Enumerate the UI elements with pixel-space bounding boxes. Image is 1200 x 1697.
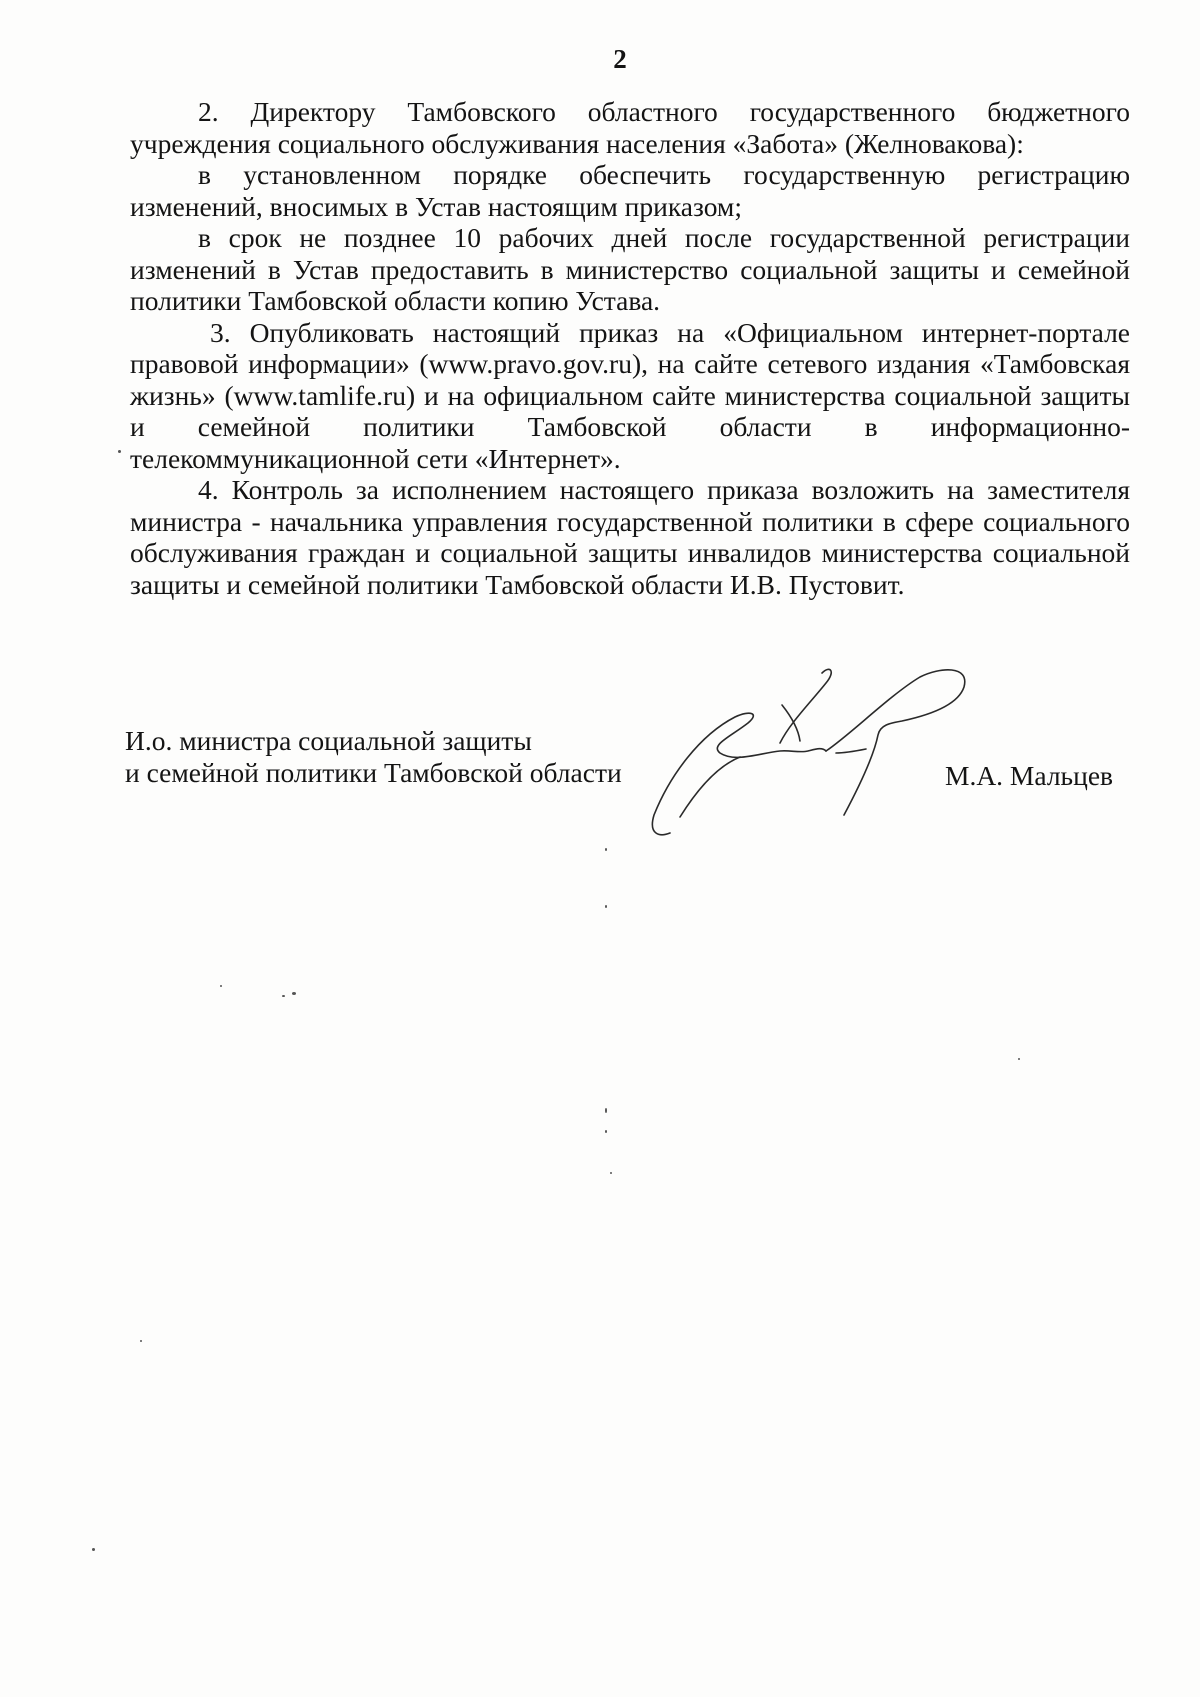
scan-speck bbox=[605, 1108, 607, 1113]
scan-speck bbox=[118, 450, 121, 453]
paragraph-deadline: в срок не позднее 10 рабочих дней после государственной регистрации изменений в Устав предоставить в министерство социальной защиты и семейной политики Тамбовской области копию Устава. bbox=[130, 222, 1130, 316]
scan-speck bbox=[140, 1340, 142, 1342]
scan-speck bbox=[282, 995, 285, 997]
signatory-position bbox=[125, 725, 622, 788]
scan-speck bbox=[220, 985, 222, 987]
document-body bbox=[130, 96, 1130, 600]
paragraph-registration: в установленном порядке обеспечить государственную регистрацию изменений, вносимых в Устав настоящим приказом; bbox=[130, 159, 1130, 222]
signatory-position-line-1: И.о. министра социальной защиты bbox=[125, 725, 532, 756]
scan-speck bbox=[610, 1172, 612, 1174]
page-number: 2 bbox=[613, 44, 627, 74]
handwritten-signature bbox=[640, 665, 1020, 850]
scan-speck bbox=[605, 905, 607, 908]
scan-speck bbox=[605, 1130, 607, 1133]
scan-speck bbox=[292, 992, 296, 995]
scan-speck bbox=[92, 1548, 95, 1551]
paragraph-item-4: 4. Контроль за исполнением настоящего приказа возложить на заместителя министра - начальника управления государственной политики в сфере социального обслуживания граждан и социальной защиты инвалидов министерства социальной защиты и семейной политики Тамбовской области И.В. Пустовит. bbox=[130, 474, 1130, 600]
scan-speck bbox=[605, 848, 607, 851]
signatory-position-line-2: и семейной политики Тамбовской области bbox=[125, 756, 622, 788]
signer-name: М.А. Мальцев bbox=[945, 760, 1114, 791]
scan-speck bbox=[1018, 1058, 1020, 1060]
paragraph-item-3: 3. Опубликовать настоящий приказ на «Официальном интернет-портале правовой информации» (www.pravo.gov.ru), на сайте сетевого издания «Тамбовская жизнь» (www.tamlife.ru) и на официальном сайте министерства социальной защиты и семейной политики Тамбовской области в информационно-телекоммуникационной сети «Интернет». bbox=[130, 316, 1130, 474]
paragraph-item-2: 2. Директору Тамбовского областного государственного бюджетного учреждения социального обслуживания населения «Забота» (Желновакова): bbox=[130, 96, 1130, 159]
